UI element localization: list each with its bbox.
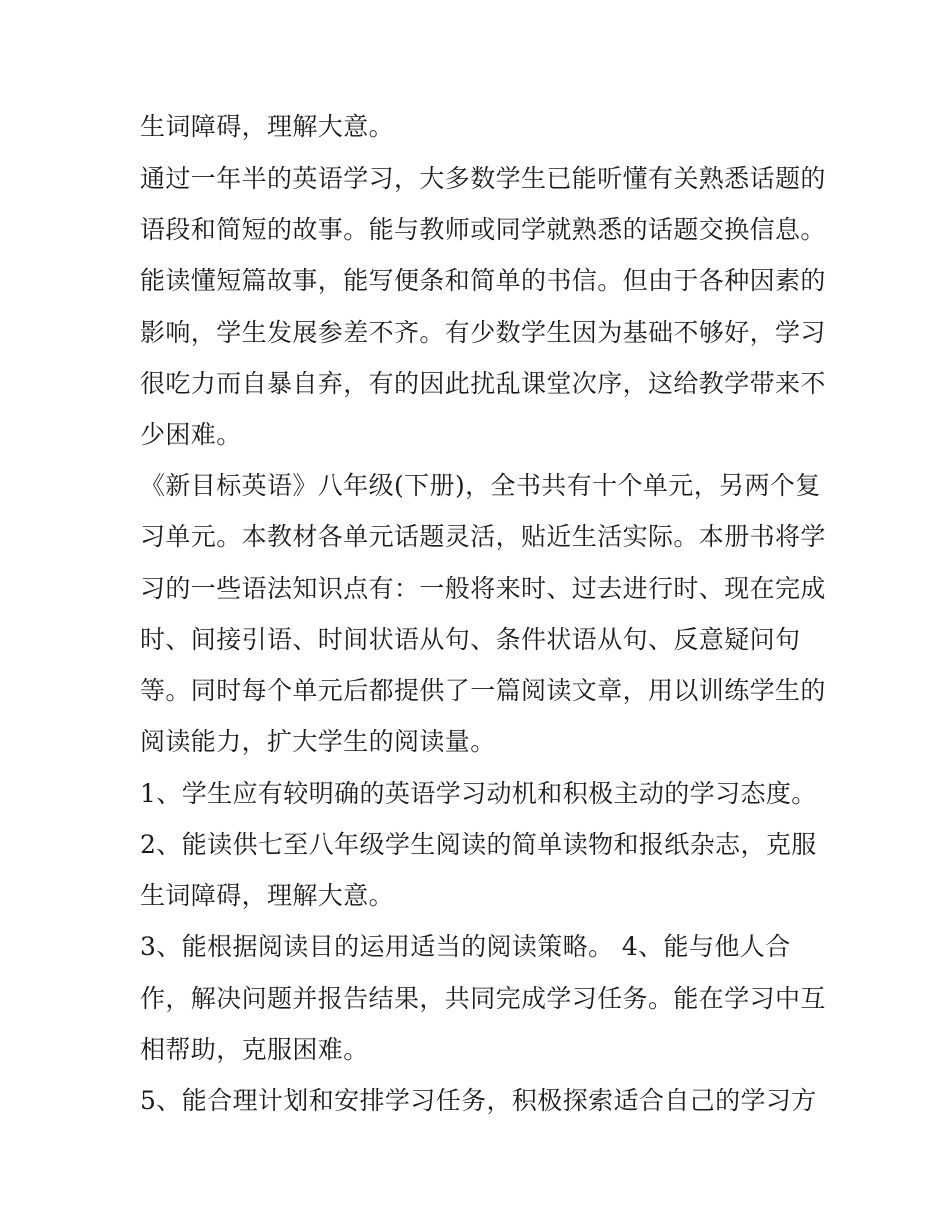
text-line: 语段和简短的故事。能与教师或同学就熟悉的话题交换信息。 <box>140 215 826 244</box>
text-line: 阅读能力，扩大学生的阅读量。 <box>140 727 496 756</box>
text-line: 能读懂短篇故事，能写便条和简单的书信。但由于各种因素的 <box>140 266 826 295</box>
text-line: 生词障碍，理解大意。 <box>140 112 395 141</box>
text-line: 习的一些语法知识点有：一般将来时、过去进行时、现在完成 <box>140 574 826 603</box>
text-line: 作，解决问题并报告结果，共同完成学习任务。能在学习中互 <box>140 984 826 1013</box>
text-line: 影响，学生发展参差不齐。有少数学生因为基础不够好，学习 <box>140 318 826 347</box>
text-line: 少困难。 <box>140 420 242 449</box>
text-line: 5、能合理计划和安排学习任务，积极探索适合自己的学习方 <box>140 1086 817 1115</box>
text-line: 《新目标英语》八年级(下册)，全书共有十个单元，另两个复 <box>140 471 821 500</box>
text-line: 很吃力而自暴自弃，有的因此扰乱课堂次序，这给教学带来不 <box>140 369 826 398</box>
text-line: 相帮助，克服困难。 <box>140 1035 369 1064</box>
text-line: 通过一年半的英语学习，大多数学生已能听懂有关熟悉话题的 <box>140 164 826 193</box>
text-line: 时、间接引语、时间状语从句、条件状语从句、反意疑问句 <box>140 625 801 654</box>
text-line: 等。同时每个单元后都提供了一篇阅读文章，用以训练学生的 <box>140 676 826 705</box>
text-line: 1、学生应有较明确的英语学习动机和积极主动的学习态度。 <box>140 779 817 808</box>
text-line: 3、能根据阅读目的运用适当的阅读策略。 4、能与他人合 <box>140 932 791 961</box>
text-line: 生词障碍，理解大意。 <box>140 881 395 910</box>
text-line: 习单元。本教材各单元话题灵活，贴近生活实际。本册书将学 <box>140 522 826 551</box>
text-line: 2、能读供七至八年级学生阅读的简单读物和报纸杂志，克服 <box>140 830 817 859</box>
